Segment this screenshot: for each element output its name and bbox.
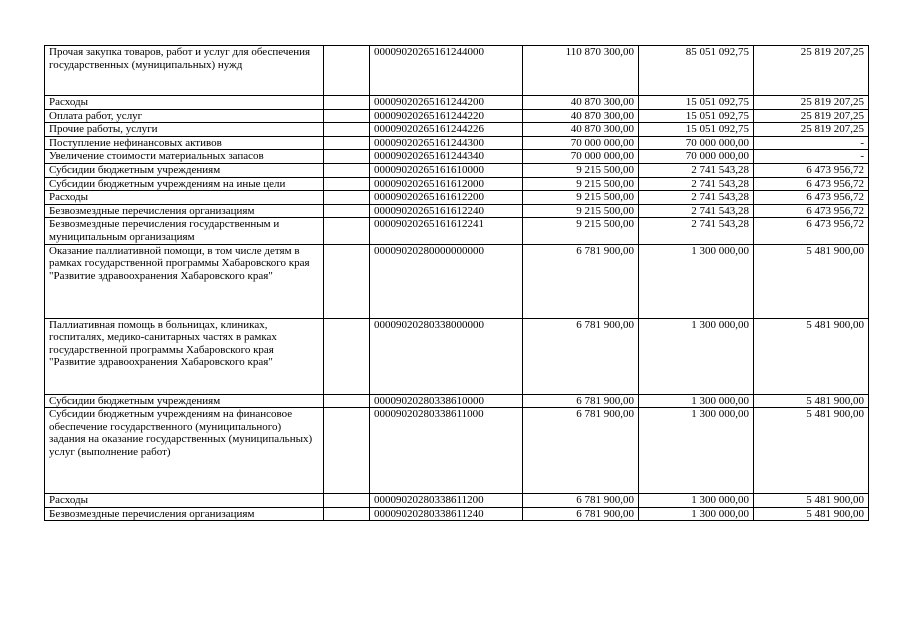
row-code: 00009020265161612000	[370, 177, 523, 191]
row-value-2: 1 300 000,00	[639, 244, 754, 318]
row-name: Оказание паллиативной помощи, в том числе детям в рамках государственной программы Хабаровского края "Развитие здравоохранения Хабаровского края"	[45, 244, 324, 318]
row-value-3: 6 473 956,72	[754, 177, 869, 191]
row-name: Субсидии бюджетным учреждениям	[45, 163, 324, 177]
row-spacer	[324, 244, 370, 318]
row-spacer	[324, 507, 370, 521]
row-name: Оплата работ, услуг	[45, 109, 324, 123]
row-name: Увеличение стоимости материальных запасов	[45, 150, 324, 164]
row-value-2: 15 051 092,75	[639, 109, 754, 123]
table-row	[45, 150, 869, 164]
row-name: Безвозмездные перечисления государственным и муниципальным организациям	[45, 218, 324, 244]
row-value-1: 6 781 900,00	[523, 494, 639, 508]
row-value-3: -	[754, 150, 869, 164]
row-spacer	[324, 218, 370, 244]
row-value-3: 25 819 207,25	[754, 109, 869, 123]
row-value-3: 25 819 207,25	[754, 46, 869, 96]
row-value-3: 5 481 900,00	[754, 494, 869, 508]
row-value-2: 2 741 543,28	[639, 163, 754, 177]
table-row	[45, 408, 869, 494]
table-row	[45, 204, 869, 218]
row-value-3: 25 819 207,25	[754, 96, 869, 110]
row-value-2: 70 000 000,00	[639, 150, 754, 164]
row-spacer	[324, 408, 370, 494]
row-value-2: 2 741 543,28	[639, 218, 754, 244]
row-spacer	[324, 204, 370, 218]
row-code: 00009020265161244220	[370, 109, 523, 123]
row-value-1: 9 215 500,00	[523, 218, 639, 244]
row-value-3: 5 481 900,00	[754, 318, 869, 394]
table-row	[45, 46, 869, 96]
row-name: Субсидии бюджетным учреждениям	[45, 394, 324, 408]
row-value-1: 40 870 300,00	[523, 96, 639, 110]
row-value-2: 2 741 543,28	[639, 177, 754, 191]
row-spacer	[324, 136, 370, 150]
row-spacer	[324, 318, 370, 394]
row-value-3: 6 473 956,72	[754, 218, 869, 244]
row-value-1: 40 870 300,00	[523, 123, 639, 137]
row-code: 00009020265161610000	[370, 163, 523, 177]
table-row	[45, 191, 869, 205]
table-row	[45, 109, 869, 123]
row-value-2: 1 300 000,00	[639, 318, 754, 394]
row-spacer	[324, 109, 370, 123]
row-value-3: 5 481 900,00	[754, 408, 869, 494]
row-value-1: 9 215 500,00	[523, 204, 639, 218]
row-value-1: 6 781 900,00	[523, 507, 639, 521]
row-code: 00009020280338611240	[370, 507, 523, 521]
row-name: Паллиативная помощь в больницах, клиниках, госпиталях, медико-санитарных частях в рамках государственной программы Хабаровского края "Развитие здравоохранения Хабаровского края"	[45, 318, 324, 394]
table-row	[45, 394, 869, 408]
row-value-1: 40 870 300,00	[523, 109, 639, 123]
row-value-1: 70 000 000,00	[523, 150, 639, 164]
row-code: 00009020280000000000	[370, 244, 523, 318]
row-value-3: -	[754, 136, 869, 150]
row-value-2: 1 300 000,00	[639, 408, 754, 494]
row-code: 00009020265161244226	[370, 123, 523, 137]
row-code: 00009020280338611200	[370, 494, 523, 508]
table-row	[45, 123, 869, 137]
row-value-2: 1 300 000,00	[639, 494, 754, 508]
row-value-2: 1 300 000,00	[639, 507, 754, 521]
row-value-1: 9 215 500,00	[523, 191, 639, 205]
row-spacer	[324, 163, 370, 177]
row-value-1: 70 000 000,00	[523, 136, 639, 150]
row-value-3: 5 481 900,00	[754, 507, 869, 521]
table-row	[45, 96, 869, 110]
row-value-3: 5 481 900,00	[754, 244, 869, 318]
row-code: 00009020265161612241	[370, 218, 523, 244]
row-value-2: 70 000 000,00	[639, 136, 754, 150]
row-code: 00009020265161244000	[370, 46, 523, 96]
row-value-1: 6 781 900,00	[523, 394, 639, 408]
row-value-3: 6 473 956,72	[754, 191, 869, 205]
row-value-2: 15 051 092,75	[639, 123, 754, 137]
row-value-2: 85 051 092,75	[639, 46, 754, 96]
row-value-2: 1 300 000,00	[639, 394, 754, 408]
table-row	[45, 318, 869, 394]
row-code: 00009020265161612200	[370, 191, 523, 205]
table-row	[45, 163, 869, 177]
row-spacer	[324, 394, 370, 408]
row-value-3: 6 473 956,72	[754, 204, 869, 218]
row-code: 00009020265161244340	[370, 150, 523, 164]
table-row	[45, 177, 869, 191]
row-code: 00009020280338610000	[370, 394, 523, 408]
row-name: Безвозмездные перечисления организациям	[45, 204, 324, 218]
row-name: Расходы	[45, 96, 324, 110]
row-name: Субсидии бюджетным учреждениям на финансовое обеспечение государственного (муниципального) задания на оказание государственных (муниципальных) услуг (выполнение работ)	[45, 408, 324, 494]
row-spacer	[324, 123, 370, 137]
row-spacer	[324, 494, 370, 508]
row-name: Поступление нефинансовых активов	[45, 136, 324, 150]
row-value-1: 6 781 900,00	[523, 244, 639, 318]
row-name: Субсидии бюджетным учреждениям на иные цели	[45, 177, 324, 191]
row-value-1: 6 781 900,00	[523, 408, 639, 494]
table-row	[45, 136, 869, 150]
table-row	[45, 507, 869, 521]
row-value-1: 6 781 900,00	[523, 318, 639, 394]
table-row	[45, 494, 869, 508]
row-value-3: 5 481 900,00	[754, 394, 869, 408]
row-spacer	[324, 46, 370, 96]
row-value-1: 110 870 300,00	[523, 46, 639, 96]
budget-table	[44, 45, 869, 521]
table-row	[45, 244, 869, 318]
row-code: 00009020265161612240	[370, 204, 523, 218]
row-name: Прочая закупка товаров, работ и услуг для обеспечения государственных (муниципальных) нужд	[45, 46, 324, 96]
row-code: 00009020280338000000	[370, 318, 523, 394]
table-row	[45, 218, 869, 244]
row-spacer	[324, 191, 370, 205]
row-spacer	[324, 177, 370, 191]
row-code: 00009020265161244200	[370, 96, 523, 110]
row-code: 00009020280338611000	[370, 408, 523, 494]
row-name: Прочие работы, услуги	[45, 123, 324, 137]
row-name: Расходы	[45, 494, 324, 508]
row-code: 00009020265161244300	[370, 136, 523, 150]
row-spacer	[324, 150, 370, 164]
row-value-1: 9 215 500,00	[523, 163, 639, 177]
row-value-2: 15 051 092,75	[639, 96, 754, 110]
row-value-3: 6 473 956,72	[754, 163, 869, 177]
row-name: Безвозмездные перечисления организациям	[45, 507, 324, 521]
row-name: Расходы	[45, 191, 324, 205]
row-value-2: 2 741 543,28	[639, 191, 754, 205]
row-spacer	[324, 96, 370, 110]
row-value-3: 25 819 207,25	[754, 123, 869, 137]
row-value-1: 9 215 500,00	[523, 177, 639, 191]
row-value-2: 2 741 543,28	[639, 204, 754, 218]
